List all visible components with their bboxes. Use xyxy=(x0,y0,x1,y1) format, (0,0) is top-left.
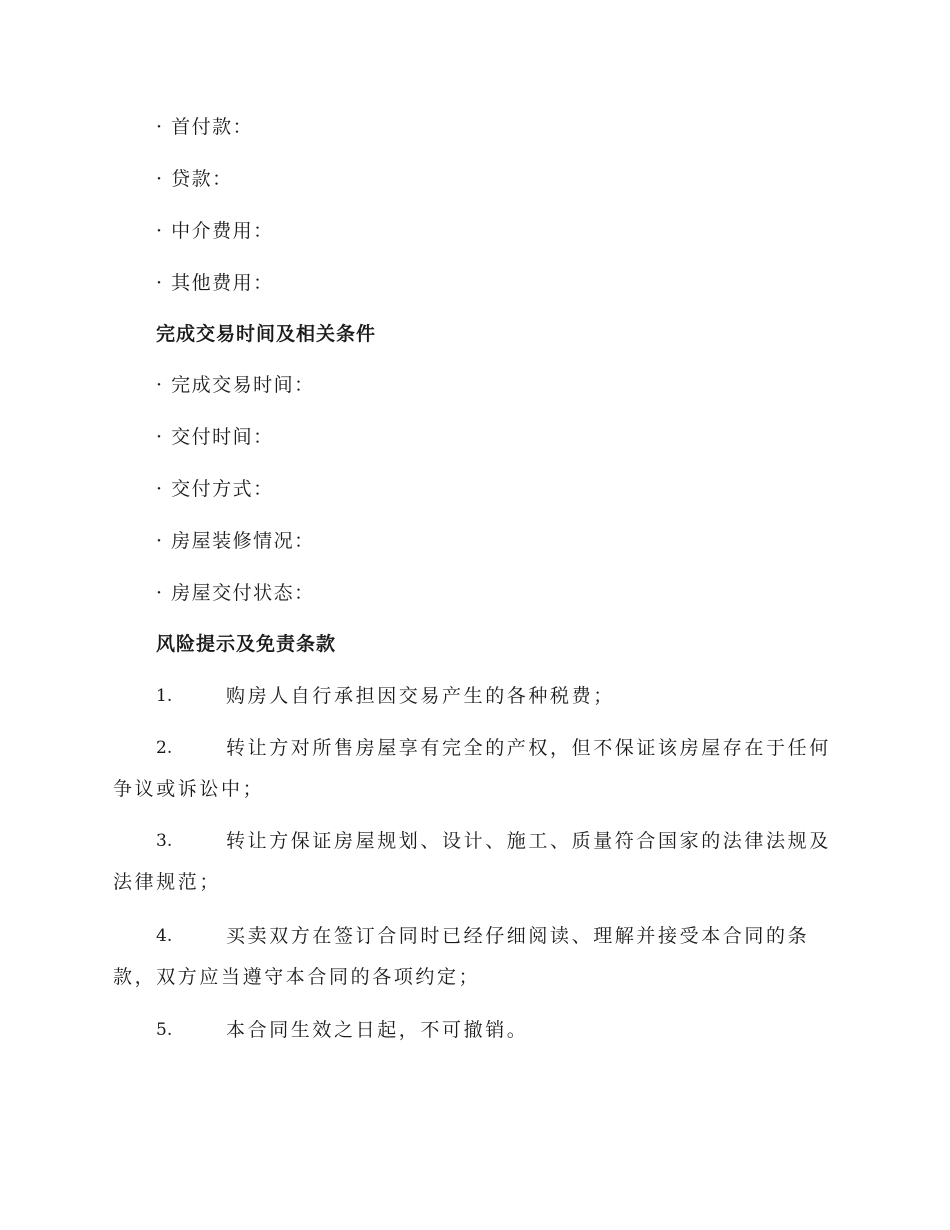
clause-number: 5. xyxy=(156,1020,173,1040)
clause-text: 本合同生效之日起，不可撤销。 xyxy=(226,1019,529,1041)
clause-text-continuation: 款，双方应当遵守本合同的各项约定； xyxy=(113,966,481,988)
clause-text: 购房人自行承担因交易产生的各种税费； xyxy=(226,685,615,707)
payment-item-loan: · 贷款： xyxy=(156,168,233,190)
clause-text: 转让方保证房屋规划、设计、施工、质量符合国家的法律法规及 xyxy=(226,830,831,852)
clause-text: 买卖双方在签订合同时已经仔细阅读、理解并接受本合同的条 xyxy=(226,925,810,947)
completion-item-delivery-time: · 交付时间： xyxy=(156,426,274,448)
clause-text: 转让方对所售房屋享有完全的产权，但不保证该房屋存在于任何 xyxy=(226,737,831,759)
completion-item-delivery-method: · 交付方式： xyxy=(156,478,274,500)
clause-number: 3. xyxy=(156,831,173,851)
completion-item-decoration: · 房屋装修情况： xyxy=(156,530,315,552)
clause-number: 4. xyxy=(156,926,173,946)
completion-item-delivery-state: · 房屋交付状态： xyxy=(156,582,315,604)
section-heading-risk: 风险提示及免责条款 xyxy=(156,633,337,655)
completion-item-transaction-time: · 完成交易时间： xyxy=(156,374,315,396)
payment-item-other-fees: · 其他费用： xyxy=(156,272,274,294)
clause-text-continuation: 争议或诉讼中； xyxy=(113,778,265,800)
clause-text-continuation: 法律规范； xyxy=(113,871,222,893)
clause-number: 2. xyxy=(156,738,173,758)
section-heading-completion: 完成交易时间及相关条件 xyxy=(156,323,377,345)
payment-item-agency-fee: · 中介费用： xyxy=(156,220,274,242)
clause-number: 1. xyxy=(156,686,173,706)
payment-item-down-payment: · 首付款： xyxy=(156,116,254,138)
